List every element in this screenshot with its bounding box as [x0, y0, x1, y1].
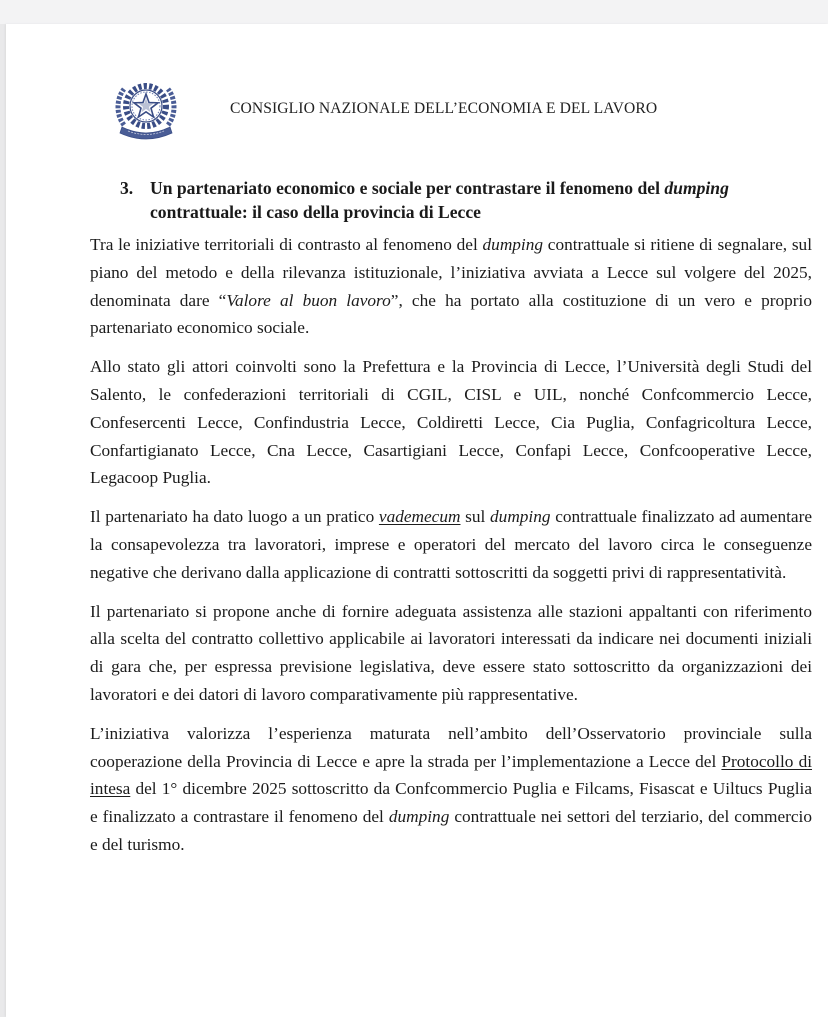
top-strip [0, 0, 828, 24]
section-title-part1: Un partenariato economico e sociale per contrastare il fenomeno del [150, 178, 665, 198]
p5-text-1: L’iniziativa valorizza l’esperienza maturata nell’ambito dell’Osservatorio provinciale sulla cooperazione della Provincia di Lecce e apre la strada per l’implementazione a Lecce del [90, 723, 812, 771]
p4-text-1: Il partenariato si propone anche di fornire adeguata assistenza alle stazioni appaltanti con riferimento alla scelta del contratto collettivo applicabile ai lavoratori interessati da indicare nei documenti iniziali di gara che, per espressa previsione legislativa, deve essere stato sottoscritto da organizzazioni dei lavoratori e dei datori di lavoro comparativamente più rappresentative. [90, 601, 812, 704]
section-number: 3. [120, 178, 134, 198]
section-title [150, 176, 790, 224]
organization-name: CONSIGLIO NAZIONALE DELL’ECONOMIA E DEL LAVORO [230, 100, 658, 117]
p1-text-1: Tra le iniziative territoriali di contrasto al fenomeno del [90, 235, 483, 254]
p3-text-3: contrattuale finalizzato ad aumentare la consapevolezza tra lavoratori, imprese e operatori del mercato del lavoro circa le conseguenze negative che derivano dalla applicazione di contratti sottoscritti da soggetti privi di rappresentatività. [90, 507, 813, 582]
section-title-part2: contrattuale: il caso della provincia di Lecce [150, 202, 481, 222]
body-text [90, 231, 812, 870]
italian-republic-emblem-icon [112, 73, 180, 143]
paragraph-5 [90, 720, 812, 859]
section-title-italic: dumping [664, 178, 729, 198]
p2-text-1: Allo stato gli attori coinvolti sono la Prefettura e la Provincia di Lecce, l’Università degli Studi del Salento, le confederazioni territoriali di CGIL, CISL e UIL, nonché Confcommercio Lecce, Confesercenti Lecce, Confindustria Lecce, Coldiretti Lecce, Cia Puglia, Confagricoltura Lecce, Confartigianato Lecce, Cna Lecce, Casartigiani Lecce, Confapi Lecce, Confcooperative Lecce, Legacoop Puglia. [90, 357, 812, 488]
p1-text-3: ”, che ha portato alla costituzione di un vero e proprio partenariato economico sociale. [90, 290, 813, 338]
p5-text-3: contrattuale nei settori del terziario, del commercio e del turismo. [90, 807, 812, 854]
p1-text-2: contrattuale si ritiene di segnalare, sul piano del metodo e della rilevanza istituzionale, l’iniziativa avviata a Lecce sul volgere del 2025, denominata dare “ [90, 235, 812, 310]
protocollo-link[interactable]: Protocollo di intesa [90, 751, 813, 799]
p1-italic-dumping: dumping [482, 235, 544, 254]
paragraph-1 [90, 231, 812, 342]
p3-italic-dumping: dumping [490, 507, 551, 527]
section-heading [120, 176, 790, 224]
document-page [6, 24, 828, 1017]
paragraph-2 [90, 353, 812, 492]
p5-italic-dumping: dumping [388, 807, 450, 827]
p5-text-2: del 1° dicembre 2025 sottoscritto da Confcommercio Puglia e Filcams, Fisascat e Uiltucs Puglia e finalizzato a contrastare il fenomeno del [90, 779, 812, 827]
paragraph-3 [90, 503, 812, 586]
p1-italic-initiative-name: Valore al buon lavoro [226, 290, 391, 310]
page-header [6, 24, 828, 144]
p3-text-2: sul [460, 507, 491, 527]
vademecum-link[interactable]: vademecum [378, 507, 461, 527]
p3-text-1: Il partenariato ha dato luogo a un pratico [90, 507, 379, 527]
paragraph-4 [90, 598, 812, 709]
